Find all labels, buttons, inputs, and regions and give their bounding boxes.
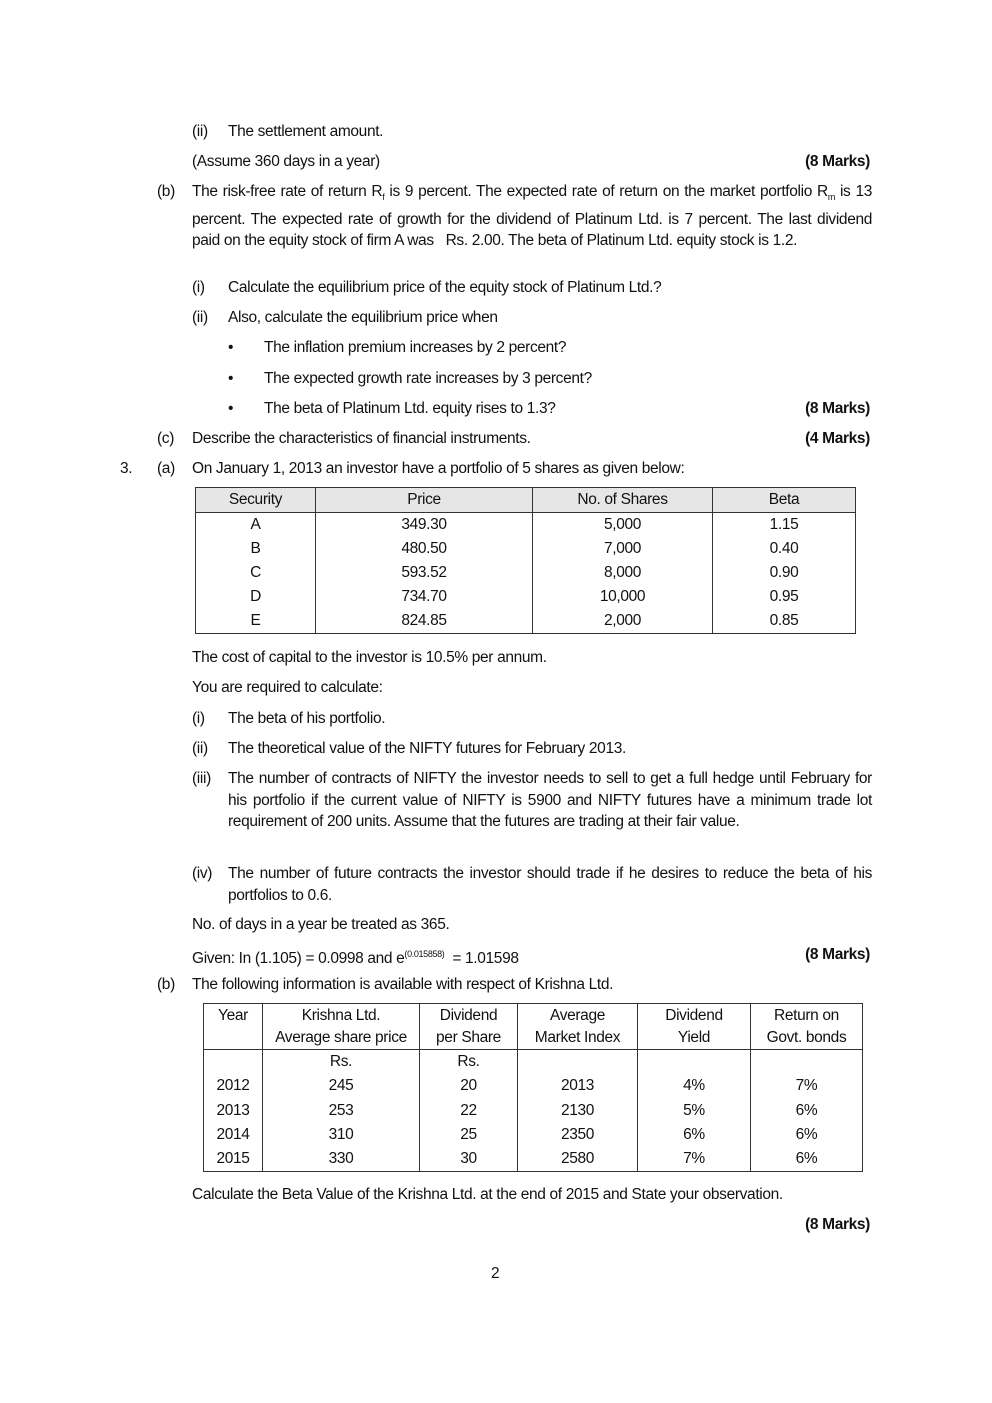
table-cell: A [196, 513, 316, 538]
table-cell: 7,000 [533, 537, 713, 561]
table-cell: E [196, 609, 316, 634]
table-cell: 0.95 [713, 585, 856, 609]
table-cell: 25 [420, 1123, 518, 1147]
header-line: Govt. bonds [766, 1029, 847, 1046]
item-text: The beta of his portfolio. [228, 710, 386, 727]
table-row [196, 513, 856, 538]
bullet-text: The expected growth rate increases by 3 percent? [264, 370, 592, 387]
table-cell: C [196, 561, 316, 585]
table-cell: D [196, 585, 316, 609]
column-header: Price [316, 488, 533, 513]
bullet-text: The inflation premium increases by 2 percent? [264, 339, 567, 356]
header-line: Yield [677, 1029, 711, 1046]
question-text: On January 1, 2013 an investor have a portfolio of 5 shares as given below: [192, 460, 685, 477]
table-cell: 0.90 [713, 561, 856, 585]
header-line: Dividend [439, 1007, 498, 1024]
table-cell: 245 [263, 1074, 420, 1098]
header-line: per Share [436, 1029, 501, 1046]
item-label: (iv) [192, 865, 213, 882]
bullet-icon: • [228, 400, 234, 417]
table-row [196, 585, 856, 609]
question-text: The following information is available with respect of Krishna Ltd. [192, 976, 614, 993]
item-text: The number of future contracts the investor should trade if he desires to reduce the beta of his portfolios to 0.6. [228, 865, 872, 904]
item-label: (ii) [192, 123, 208, 140]
table-row [204, 1074, 863, 1098]
table-cell: 824.85 [316, 609, 533, 634]
required-text: You are required to calculate: [192, 679, 383, 696]
days-note: No. of days in a year be treated as 365. [192, 916, 450, 933]
header-line: Return on [774, 1007, 839, 1024]
header-line: Average [549, 1007, 605, 1024]
table-cell [518, 1050, 638, 1075]
column-header [638, 1004, 751, 1050]
bullet-icon: • [228, 339, 234, 356]
table-cell: 0.40 [713, 537, 856, 561]
bullet-icon: • [228, 370, 234, 387]
table-cell [638, 1050, 751, 1075]
column-header: No. of Shares [533, 488, 713, 513]
table-cell: 310 [263, 1123, 420, 1147]
table-cell [204, 1050, 263, 1075]
page-number: 2 [491, 1265, 500, 1282]
table-row [204, 1050, 863, 1075]
question-text: Describe the characteristics of financial instruments. [192, 430, 531, 447]
table-cell: 593.52 [316, 561, 533, 585]
table-cell: 480.50 [316, 537, 533, 561]
item-label: (ii) [192, 309, 208, 326]
table-cell: 6% [638, 1123, 751, 1147]
table-cell: B [196, 537, 316, 561]
table-cell: 2012 [204, 1074, 263, 1098]
bullet-text: The beta of Platinum Ltd. equity rises to 1.3? [264, 400, 556, 417]
table-row [204, 1099, 863, 1123]
portfolio-table [195, 487, 856, 634]
table-row [196, 609, 856, 634]
table-cell: 734.70 [316, 585, 533, 609]
cost-of-capital: The cost of capital to the investor is 10.5% per annum. [192, 649, 547, 666]
table-cell: 7% [638, 1147, 751, 1172]
column-header [263, 1004, 420, 1050]
question-label: (c) [157, 430, 175, 447]
table-cell: 2013 [204, 1099, 263, 1123]
item-text: The settlement amount. [228, 123, 384, 140]
calculation-prompt: Calculate the Beta Value of the Krishna Ltd. at the end of 2015 and State your observation. [192, 1186, 783, 1203]
item-label: (iii) [192, 770, 211, 787]
header-line: Year [218, 1007, 248, 1024]
table-cell: 7% [751, 1074, 863, 1098]
column-header [204, 1004, 263, 1050]
table-cell: 6% [751, 1147, 863, 1172]
table-cell: 30 [420, 1147, 518, 1172]
table-cell: 2580 [518, 1147, 638, 1172]
item-label: (i) [192, 710, 205, 727]
table-cell: 0.85 [713, 609, 856, 634]
column-header [420, 1004, 518, 1050]
table-cell: Rs. [263, 1050, 420, 1075]
question-label: (b) [157, 183, 175, 200]
column-header [518, 1004, 638, 1050]
table-cell: 2,000 [533, 609, 713, 634]
table-cell: 2013 [518, 1074, 638, 1098]
table-cell: 2350 [518, 1123, 638, 1147]
item-text: The theoretical value of the NIFTY futures for February 2013. [228, 740, 626, 757]
table-cell: 2015 [204, 1147, 263, 1172]
table-cell: 6% [751, 1123, 863, 1147]
table-cell: 8,000 [533, 561, 713, 585]
table-cell [751, 1050, 863, 1075]
marks: (8 Marks) [805, 1216, 870, 1233]
marks: (8 Marks) [805, 400, 870, 417]
table-cell: Rs. [420, 1050, 518, 1075]
table-row [204, 1123, 863, 1147]
given-formula: Given: In (1.105) = 0.0998 and $e^{(0.015858)} = 1.01598$ [192, 949, 519, 968]
item-label: (i) [192, 279, 205, 296]
item-text: Calculate the equilibrium price of the equity stock of Platinum Ltd.? [228, 279, 662, 296]
header-line: Market Index [534, 1029, 621, 1046]
table-cell: 20 [420, 1074, 518, 1098]
question-label: (b) [157, 976, 175, 993]
table-cell: 1.15 [713, 513, 856, 538]
marks: (8 Marks) [805, 153, 870, 170]
table-cell: 5% [638, 1099, 751, 1123]
table-cell: 330 [263, 1147, 420, 1172]
krishna-table [203, 1003, 863, 1172]
table-cell: 2130 [518, 1099, 638, 1123]
question-label: (a) [157, 460, 175, 477]
item-label: (ii) [192, 740, 208, 757]
table-cell: 4% [638, 1074, 751, 1098]
table-cell: 6% [751, 1099, 863, 1123]
column-header [751, 1004, 863, 1050]
question-number: 3. [120, 460, 133, 477]
table-cell: 22 [420, 1099, 518, 1123]
table-cell: 2014 [204, 1123, 263, 1147]
table-cell: 349.30 [316, 513, 533, 538]
item-text: The number of contracts of NIFTY the investor needs to sell to get a full hedge until February for his portfolio if the current value of NIFTY is 5900 and NIFTY futures have a minimum trade lot requirement of 200 units. Assume that the futures are trading at their fair value. [228, 770, 872, 830]
table-row [196, 561, 856, 585]
table-cell: 253 [263, 1099, 420, 1123]
table-cell: 10,000 [533, 585, 713, 609]
header-line: Krishna Ltd. [301, 1007, 381, 1024]
column-header: Security [196, 488, 316, 513]
header-line: Dividend [665, 1007, 723, 1024]
table-row [204, 1147, 863, 1172]
item-text: Also, calculate the equilibrium price when [228, 309, 498, 326]
column-header: Beta [713, 488, 856, 513]
header-line: Average share price [275, 1029, 407, 1046]
table-row [196, 537, 856, 561]
question-text: The risk-free rate of return $R_f$ is 9 percent. The expected rate of return on the market portfolio $R_m$ is 13 percent. The expected rate of growth for the dividend of Platinum Ltd. is 7 percent. The last dividend paid on the equity stock of firm A was Rs. 2.00. The beta of Platinum Ltd. equity stock is 1.2. [192, 183, 872, 250]
marks: (4 Marks) [805, 430, 870, 447]
assumption-note: (Assume 360 days in a year) [192, 153, 380, 170]
table-cell: 5,000 [533, 513, 713, 538]
marks: (8 Marks) [805, 946, 870, 963]
